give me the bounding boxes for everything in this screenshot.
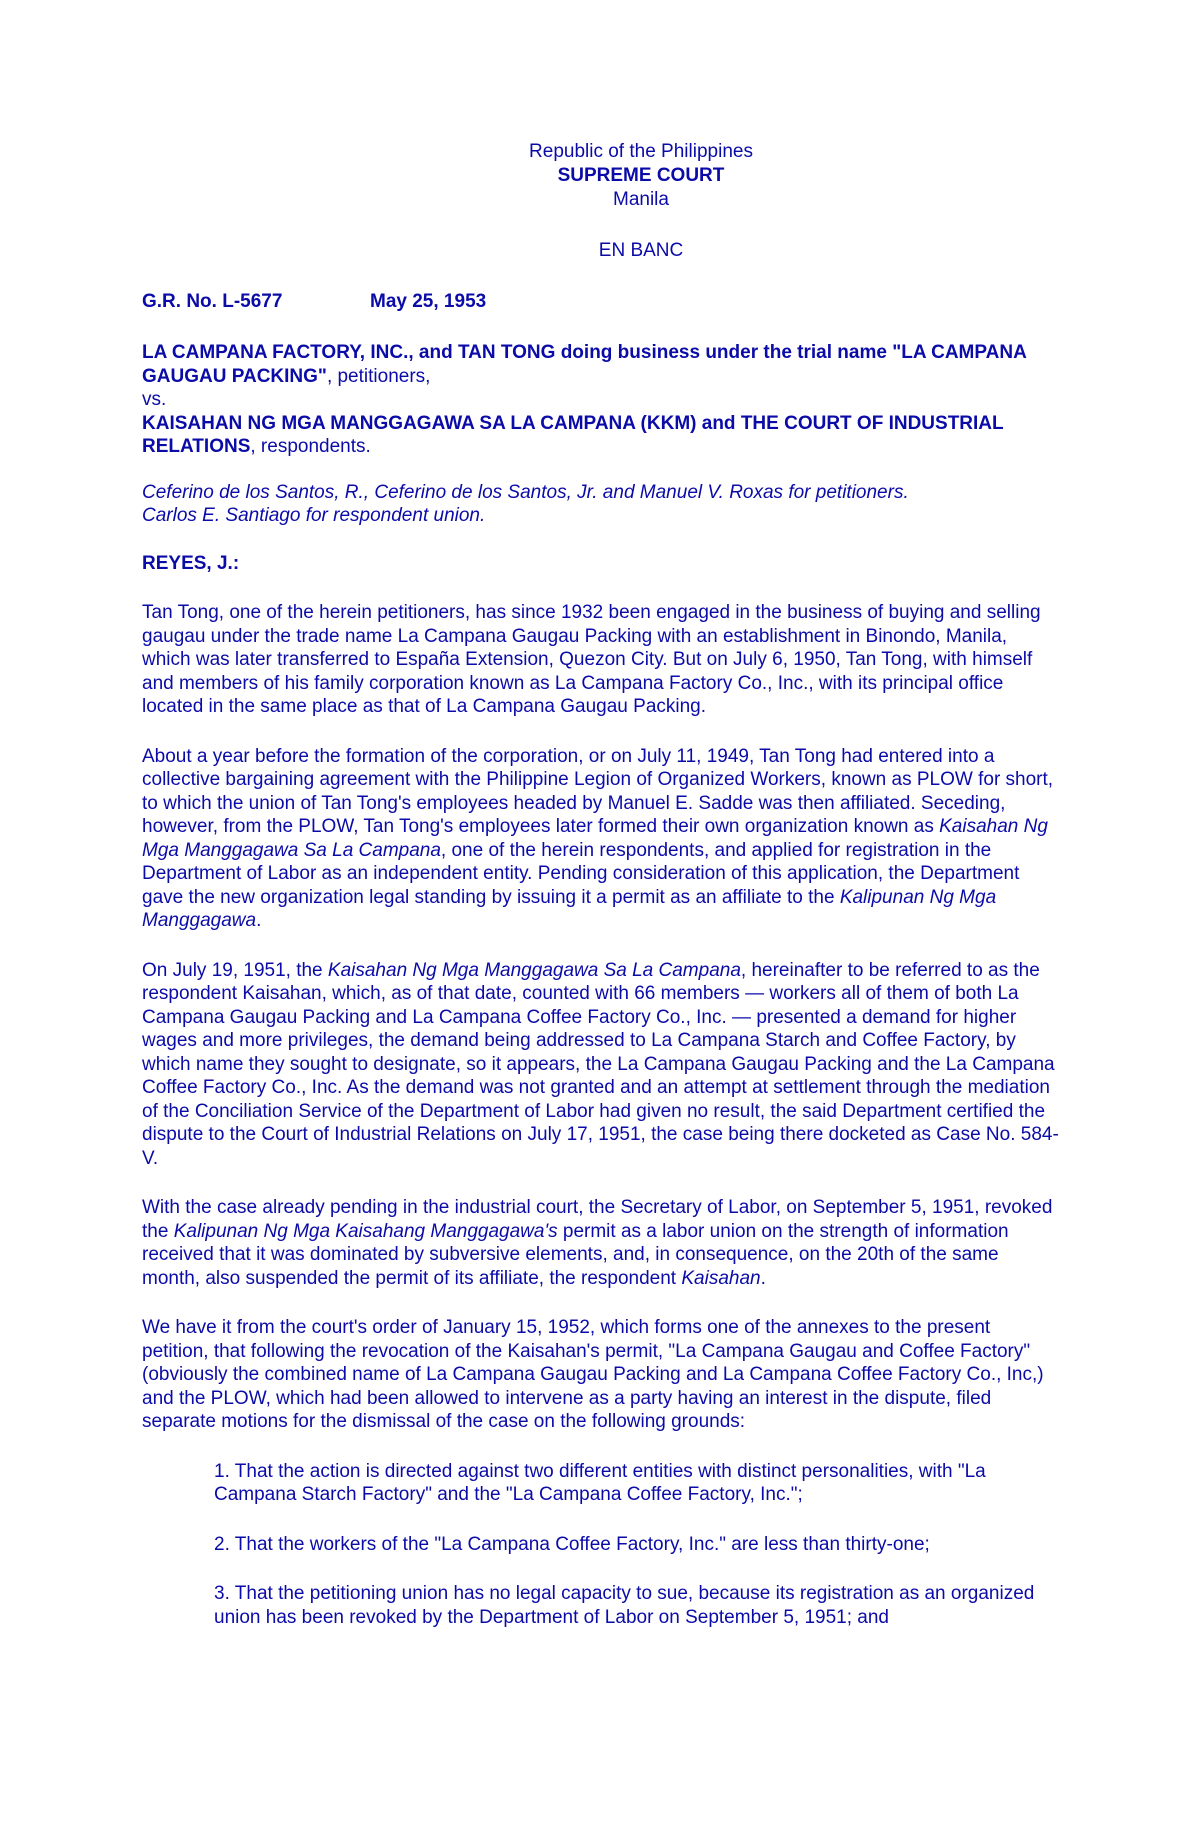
case-number-line	[142, 290, 1060, 314]
gr-number: G.R. No. L-5677	[142, 290, 283, 312]
paragraph-3-text-a: On July 19, 1951, the	[142, 959, 328, 981]
counsel-respondent: Carlos E. Santiago for respondent union.	[142, 505, 486, 526]
versus: vs.	[142, 389, 167, 410]
petitioners-role: , petitioners,	[326, 365, 431, 387]
counsel-petitioners: Ceferino de los Santos, R., Ceferino de los Santos, Jr. and Manuel V. Roxas for petitioners.	[142, 481, 909, 503]
counsel-block	[142, 481, 1060, 528]
respondents-names: KAISAHAN NG MGA MANGGAGAWA SA LA CAMPANA (KKM) and THE COURT OF INDUSTRIAL RELATIONS	[142, 412, 1004, 457]
paragraph-1: Tan Tong, one of the herein petitioners, has since 1932 been engaged in the business of buying and selling gaugau under the trade name La Campana Gaugau Packing with an establishment in Binondo, Manila, which was later transferred to España Extension, Quezon City. But on July 6, 1950, Tan Tong, with himself and members of his family corporation known as La Campana Factory Co., Inc., with its principal office located in the same place as that of La Campana Gaugau Packing.	[142, 602, 1041, 717]
paragraph-2	[142, 745, 1060, 933]
court-name: SUPREME COURT	[557, 165, 725, 186]
decision-date: May 25, 1953	[370, 290, 487, 312]
paragraph-3	[142, 959, 1060, 1171]
document-page	[142, 140, 1060, 1629]
paragraph-4-italic-b: Kaisahan	[681, 1267, 761, 1289]
paragraph-4-text-a: With the case already pending in the industrial court, the Secretary of Labor, on September 5, 1951, revoked the	[142, 1197, 1053, 1242]
paragraph-3-italic: Kaisahan Ng Mga Manggagawa Sa La Campana	[327, 959, 741, 981]
paragraph-3-text-b: , hereinafter to be referred to as the respondent Kaisahan, which, as of that date, counted with 66 members — workers all of them of both La Campana Gaugau Packing and La Campana Coffee Factory Co., Inc. — presented a demand for higher wages and more privileges, the demand being addressed to La Campana Starch and Coffee Factory, by which name they sought to designate, so it appears, the La Campana Gaugau Packing and the La Campana Coffee Factory Co., Inc. As the demand was not granted and an attempt at settlement through the mediation of the Conciliation Service of the Department of Labor had given no result, the said Department certified the dispute to the Court of Industrial Relations on July 17, 1951, the case being there docketed as Case No. 584-V.	[142, 959, 1059, 1169]
ground-item: 2. That the workers of the "La Campana Coffee Factory, Inc." are less than thirty-one;	[214, 1533, 930, 1555]
petitioners-names: LA CAMPANA FACTORY, INC., and TAN TONG doing business under the trial name "LA CAMPANA GAUGAU PACKING"	[142, 342, 1027, 387]
paragraph-4-text-b: permit as a labor union on the strength of information received that it was dominated by subversive elements, and, in consequence, on the 20th of the same month, also suspended the permit of its affiliate, the respondent	[142, 1220, 1009, 1289]
paragraph-4-text-c: .	[760, 1267, 766, 1289]
paragraph-5: We have it from the court's order of January 15, 1952, which forms one of the annexes to the present petition, that following the revocation of the Kaisahan's permit, "La Campana Gaugau and Coffee Factory" (obviously the combined name of La Campana Gaugau Packing and La Campana Coffee Factory Co., Inc,) and the PLOW, which had been allowed to intervene as a party having an interest in the dispute, filed separate motions for the dismissal of the case on the following grounds:	[142, 1317, 1044, 1432]
paragraph-2-text-c: .	[256, 910, 262, 931]
ponente: REYES, J.:	[142, 552, 240, 574]
court-city: Manila	[613, 189, 669, 210]
respondents-role: , respondents.	[250, 436, 371, 457]
paragraph-2-text-a: About a year before the formation of the corporation, or on July 11, 1949, Tan Tong had entered into a collective bargaining agreement with the Philippine Legion of Organized Workers, known as PLOW for short, to which the union of Tan Tong's employees headed by Manuel E. Sadde was then affiliated. Seceding, however, from the PLOW, Tan Tong's employees later formed their own organization known as	[142, 745, 1054, 837]
respondents	[142, 412, 1060, 459]
paragraph-2-italic-b: Kalipunan Ng Mga Manggagawa	[142, 886, 997, 931]
paragraph-4-italic-a: Kalipunan Ng Mga Kaisahang Manggagawa's	[173, 1220, 558, 1242]
petitioners	[142, 341, 1060, 388]
republic-line: Republic of the Philippines	[529, 141, 753, 162]
court-header	[222, 140, 1060, 212]
ground-item: 1. That the action is directed against two different entities with distinct personalities, with "La Campana Starch Factory" and the "La Campana Coffee Factory, Inc.";	[214, 1460, 986, 1505]
division-label: EN BANC	[598, 240, 684, 261]
case-parties	[142, 341, 1060, 459]
paragraph-2-italic-a: Kaisahan Ng Mga Manggagawa Sa La Campana	[142, 816, 1048, 861]
paragraph-2-text-b: , one of the herein respondents, and applied for registration in the Department of Labor as an independent entity. Pending consideration of this application, the Department gave the new organization legal standing by issuing it a permit as an affiliate to the	[142, 839, 1020, 908]
paragraph-4	[142, 1196, 1060, 1290]
ground-item: 3. That the petitioning union has no legal capacity to sue, because its registration as an organized union has been revoked by the Department of Labor on September 5, 1951; and	[214, 1583, 1035, 1628]
